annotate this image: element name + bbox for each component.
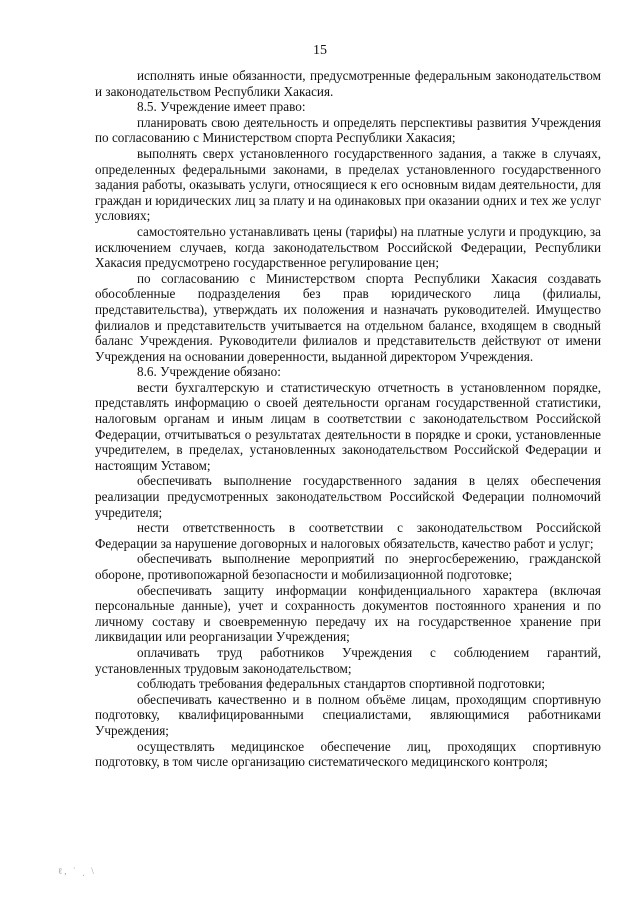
- paragraph: оплачивать труд работников Учреждения с соблюдением гарантий, установленных трудовым законодательством;: [95, 644, 601, 676]
- paragraph: осуществлять медицинское обеспечение лиц, проходящих спортивную подготовку, в том числе организацию систематического медицинского контроля;: [95, 738, 601, 770]
- paragraph: по согласованию с Министерством спорта Республики Хакасия создавать обособленные подразделения без прав юридического лица (филиалы, представительства), утверждать их положения и назначать руководителей. Имущество филиалов и представительств учитывается на отдельном балансе, входящем в сводный баланс Учреждения. Руководители филиалов и представительств действуют от имени Учреждения на основании доверенности, выданной директором Учреждения.: [95, 270, 601, 364]
- paragraph: исполнять иные обязанности, предусмотренные федеральным законодательством и законодательством Республики Хакасия.: [95, 68, 601, 99]
- paragraph: выполнять сверх установленного государственного задания, а также в случаях, определенных федеральными законами, в пределах установленного государственного задания работы, оказывать услуги, относящиеся к его основным видам деятельности, для граждан и юридических лиц за плату и на одинаковых при оказании одних и тех же услуг условиях;: [95, 145, 601, 224]
- document-body: [95, 68, 601, 770]
- paragraph: нести ответственность в соответствии с законодательством Российской Федерации за нарушение договорных и налоговых обязательств, качество работ и услуг;: [95, 520, 601, 551]
- section-heading: 8.5. Учреждение имеет право:: [137, 99, 306, 115]
- paragraph: вести бухгалтерскую и статистическую отчетность в установленном порядке, представлять информацию о своей деятельности органам государственной статистики, налоговым органам и иным лицам в соответствии с законодательством Российской Федерации, отчитываться о результатах деятельности в порядке и сроки, установленные учредителем, в пределах, установленных законодательством Российской Федерации и настоящим Уставом;: [95, 379, 601, 473]
- scan-mark: ℓ, ˙ ͵ \: [58, 866, 96, 876]
- section-heading: 8.6. Учреждение обязано:: [137, 364, 281, 380]
- paragraph: самостоятельно устанавливать цены (тарифы) на платные услуги и продукцию, за исключением случаев, когда законодательством Российской Федерации, Республики Хакасия предусмотрено государственное регулирование цен;: [95, 223, 601, 271]
- paragraph: обеспечивать выполнение мероприятий по энергосбережению, гражданской обороне, противопожарной безопасности и мобилизационной подготовке;: [95, 551, 601, 582]
- paragraph: соблюдать требования федеральных стандартов спортивной подготовки;: [137, 676, 546, 692]
- paragraph: планировать свою деятельность и определять перспективы развития Учреждения по согласованию с Министерством спорта Республики Хакасия;: [95, 114, 601, 146]
- page-number: 15: [313, 43, 327, 58]
- paragraph: обеспечивать качественно и в полном объёме лицам, проходящим спортивную подготовку, квалифицированными специалистами, являющимися работниками Учреждения;: [95, 691, 601, 738]
- paragraph: обеспечивать защиту информации конфиденциального характера (включая персональные данные), учет и сохранность документов постоянного хранения и по личному составу и своевременную передачу их на государственное хранение при ликвидации или реорганизации Учреждения;: [95, 582, 601, 645]
- paragraph: обеспечивать выполнение государственного задания в целях обеспечения реализации предусмотренных законодательством Российской Федерации полномочий учредителя;: [95, 473, 601, 520]
